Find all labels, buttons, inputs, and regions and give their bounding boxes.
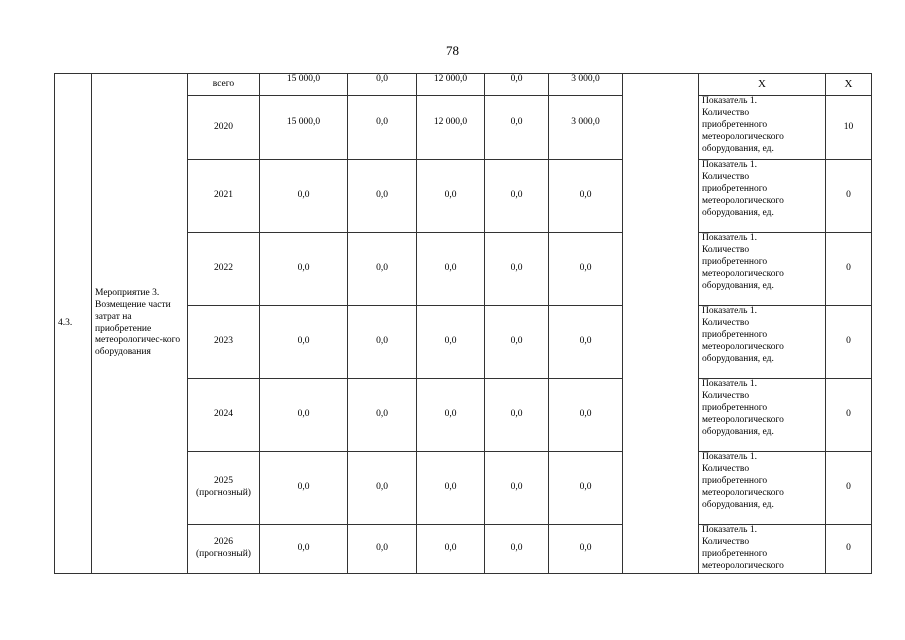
indicator-cell [699, 306, 826, 379]
value-cell: 0,0 [485, 379, 549, 452]
indicator-line: приобретенного [702, 475, 768, 486]
value-cell: 0,0 [348, 160, 417, 233]
indicator-cell [699, 379, 826, 452]
year-cell-total: всего [188, 74, 260, 96]
indicator-value: 0 [826, 160, 872, 233]
indicator-line: приобретенного [702, 256, 768, 267]
indicator-line: приобретенного [702, 548, 768, 559]
indicator-line: приобретенного [702, 402, 768, 413]
year-cell [188, 160, 260, 233]
indicator-cell [699, 233, 826, 306]
value-cell: 0,0 [549, 452, 623, 525]
value-cell: 15 000,0 [260, 74, 348, 96]
year-label: 2020 [214, 121, 233, 132]
budget-table [54, 73, 872, 574]
indicator-line: оборудования, ед. [702, 207, 774, 218]
indicator-line: приобретенного [702, 329, 768, 340]
value-cell: 0,0 [348, 525, 417, 574]
indicator-cell [699, 452, 826, 525]
value-cell: 12 000,0 [417, 74, 485, 96]
indicator-line: метеорологического [702, 131, 784, 142]
value-cell: 0,0 [485, 96, 549, 160]
value-cell: 0,0 [348, 452, 417, 525]
indicator-line: Количество [702, 317, 750, 328]
indicator-line: оборудования, ед. [702, 426, 774, 437]
indicator-line: метеорологического [702, 487, 784, 498]
page-number: 78 [446, 43, 459, 58]
indicator-line: приобретенного [702, 183, 768, 194]
indicator-cell [699, 160, 826, 233]
value-cell: 0,0 [549, 233, 623, 306]
year-note: (прогнозный) [196, 549, 251, 559]
value-cell: 0,0 [417, 525, 485, 574]
value-cell: 0,0 [417, 379, 485, 452]
value-cell: 0,0 [485, 160, 549, 233]
indicator-line: оборудования, ед. [702, 353, 774, 364]
year-label: 2022 [214, 263, 233, 274]
indicator-x-mark: Х [699, 74, 826, 96]
value-cell: 3 000,0 [549, 74, 623, 96]
indicator-line: Количество [702, 244, 750, 255]
indicator-line: приобретенного [702, 119, 768, 130]
indicator-line: Показатель 1. [702, 379, 757, 389]
value-cell: 0,0 [417, 233, 485, 306]
value-cell: 0,0 [348, 74, 417, 96]
value-cell: 0,0 [417, 452, 485, 525]
value-cell: 0,0 [260, 525, 348, 574]
indicator-value: 10 [826, 96, 872, 160]
indicator-line: Показатель 1. [702, 452, 757, 462]
value-cell: 0,0 [485, 525, 549, 574]
value-cell: 0,0 [260, 233, 348, 306]
indicator-cell [699, 96, 826, 160]
value-cell: 0,0 [549, 160, 623, 233]
year-label: 2021 [214, 190, 233, 201]
measure-name: Мероприятие 3. Возмещение части затрат на приобретение метеорологичес-кого оборудования [92, 74, 188, 574]
table-row-total [55, 74, 872, 96]
indicator-line: Количество [702, 463, 750, 474]
value-cell: 15 000,0 [260, 96, 348, 160]
indicator-cell [699, 525, 826, 574]
value-cell: 0,0 [348, 379, 417, 452]
indicator-value: 0 [826, 452, 872, 525]
value-cell: 0,0 [485, 452, 549, 525]
indicator-line: метеорологического [702, 195, 784, 206]
value-cell: 0,0 [260, 452, 348, 525]
indicator-value: 0 [826, 379, 872, 452]
year-cell [188, 452, 260, 525]
indicator-line: Количество [702, 107, 750, 118]
indicator-line: Показатель 1. [702, 160, 757, 170]
executor-column [623, 74, 699, 574]
indicator-line: оборудования, ед. [702, 280, 774, 291]
value-cell: 12 000,0 [417, 96, 485, 160]
value-cell: 0,0 [417, 306, 485, 379]
table-body [55, 74, 872, 574]
indicator-line: оборудования, ед. [702, 499, 774, 510]
value-cell: 0,0 [417, 160, 485, 233]
indicator-line: Показатель 1. [702, 96, 757, 106]
value-cell: 0,0 [485, 306, 549, 379]
year-label: 2026 [214, 537, 233, 548]
year-cell [188, 306, 260, 379]
value-cell: 0,0 [549, 525, 623, 574]
value-cell: 0,0 [260, 160, 348, 233]
year-label: 2023 [214, 336, 233, 347]
year-note: (прогнозный) [196, 488, 251, 498]
indicator-value: 0 [826, 525, 872, 574]
value-cell: 0,0 [260, 379, 348, 452]
indicator-line: оборудования, ед. [702, 143, 774, 154]
year-cell [188, 233, 260, 306]
indicator-line: Количество [702, 390, 750, 401]
value-cell: 0,0 [348, 233, 417, 306]
value-cell: 0,0 [348, 306, 417, 379]
year-label: 2025 [214, 476, 233, 487]
value-cell: 0,0 [549, 379, 623, 452]
indicator-line: Показатель 1. [702, 233, 757, 243]
value-cell: 0,0 [260, 306, 348, 379]
indicator-value: 0 [826, 306, 872, 379]
indicator-value: 0 [826, 233, 872, 306]
indicator-line: метеорологического [702, 560, 784, 571]
indicator-line: Количество [702, 536, 750, 547]
indicator-line: метеорологического [702, 268, 784, 279]
indicator-line: Показатель 1. [702, 306, 757, 316]
year-label: 2024 [214, 409, 233, 420]
row-code: 4.3. [55, 74, 92, 574]
year-cell [188, 379, 260, 452]
indicator-value-x-mark: Х [826, 74, 872, 96]
indicator-line: метеорологического [702, 414, 784, 425]
value-cell: 0,0 [485, 74, 549, 96]
indicator-line: Показатель 1. [702, 525, 757, 535]
year-cell [188, 96, 260, 160]
value-cell: 0,0 [485, 233, 549, 306]
indicator-line: метеорологического [702, 341, 784, 352]
indicator-line: Количество [702, 171, 750, 182]
value-cell: 3 000,0 [549, 96, 623, 160]
year-cell [188, 525, 260, 574]
value-cell: 0,0 [348, 96, 417, 160]
value-cell: 0,0 [549, 306, 623, 379]
